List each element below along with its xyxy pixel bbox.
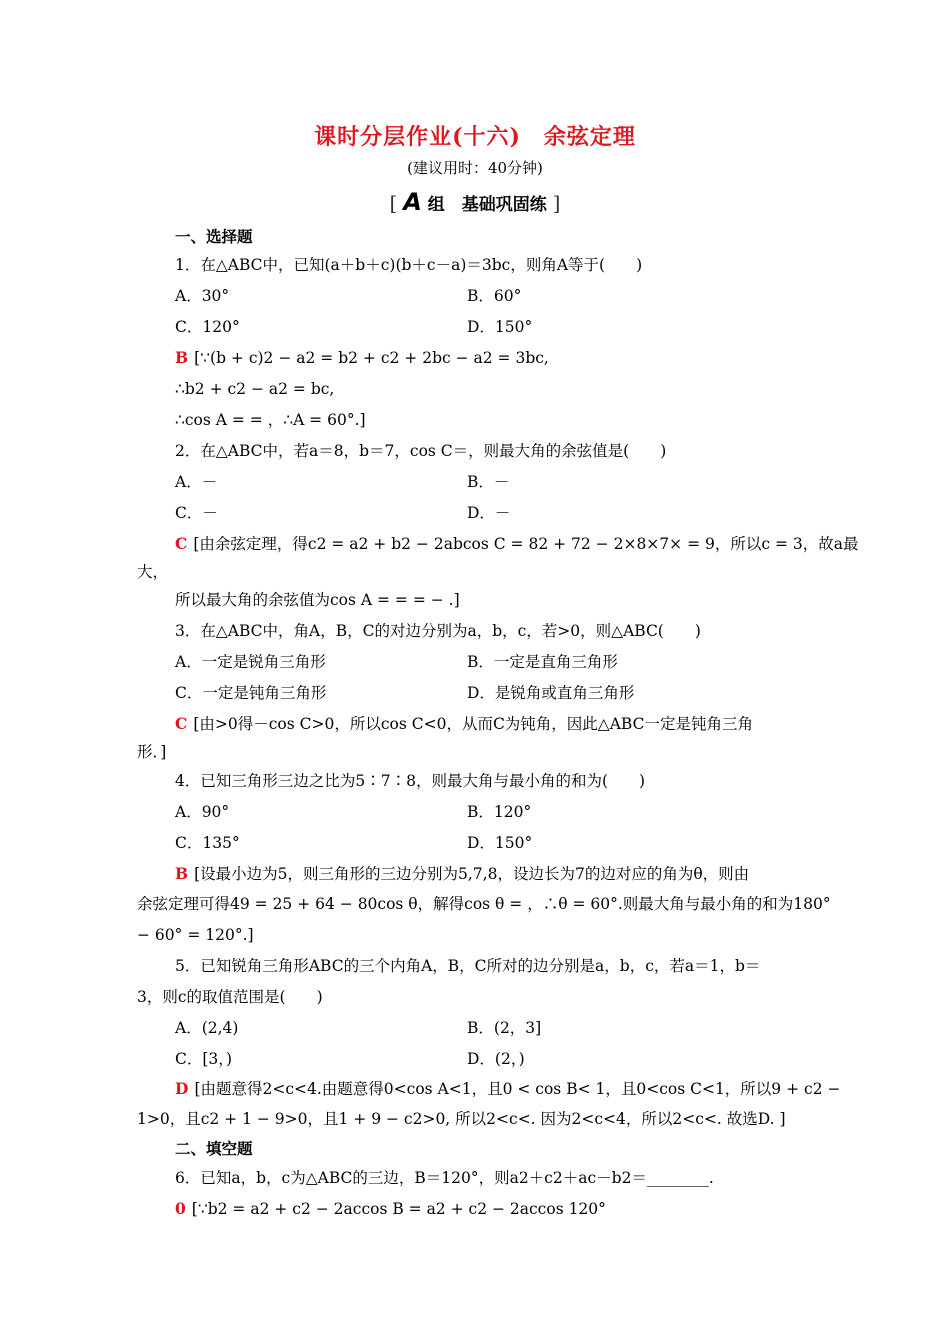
solution-line: ∴b2 + c2 − a2 = bc, <box>175 380 335 398</box>
option-b: B．60° <box>467 287 522 305</box>
solution-line <box>0 1199 950 1219</box>
solution-text: [由>0得－cos C>0，所以cos C<0，从而C为钝角，因此△ABC一定是钝角三角 <box>193 715 753 733</box>
group-open-bracket: [ <box>389 191 398 215</box>
option-b: B．－ <box>467 473 510 491</box>
option-c: C．－ <box>175 504 218 522</box>
option-row <box>0 317 950 337</box>
option-row <box>0 652 950 672</box>
option-c: C．120° <box>175 318 240 336</box>
answer-letter: B <box>175 348 189 367</box>
option-d: D．150° <box>467 834 533 852</box>
solution-line <box>0 534 950 554</box>
option-a: A．90° <box>175 803 230 821</box>
question-stem: 6．已知a，b，c为△ABC的三边，B＝120°，则a2＋c2＋ac－b2＝________. <box>175 1169 714 1187</box>
group-heading <box>0 188 950 216</box>
solution-text: [设最小边为5，则三角形的三边分别为5,7,8，设边长为7的边对应的角为θ，则由 <box>194 865 750 883</box>
solution-text: [由题意得2<c<4.由题意得0<cos A<1，且0 < cos B< 1，且0<cos C<1，所以9 + c2 − <box>194 1080 841 1098</box>
option-a: A．－ <box>175 473 218 491</box>
option-c: C．135° <box>175 834 240 852</box>
solution-line <box>0 864 950 884</box>
solution-line <box>0 1079 950 1099</box>
question-stem: 5．已知锐角三角形ABC的三个内角A，B，C所对的边分别是a，b，c，若a＝1，b＝ <box>175 957 761 975</box>
option-d: D．150° <box>467 318 533 336</box>
option-row <box>0 833 950 853</box>
solution-line: 余弦定理可得49 = 25 + 64 − 80cos θ，解得cos θ = ，∴θ = 60°.则最大角与最小角的和为180° <box>137 895 831 913</box>
solution-line <box>0 348 950 368</box>
question-stem: 3．在△ABC中，角A，B，C的对边分别为a，b，c，若>0，则△ABC( ) <box>175 622 701 640</box>
solution-line: − 60° = 120°.] <box>137 926 254 944</box>
solution-line: 大， <box>137 563 169 581</box>
question-stem: 1．在△ABC中，已知(a＋b＋c)(b＋c－a)＝3bc，则角A等于( ) <box>175 256 643 274</box>
page-title: 课时分层作业(十六) 余弦定理 <box>314 124 636 150</box>
answer-letter: C <box>175 714 188 733</box>
option-row <box>0 683 950 703</box>
group-label: 组 基础巩固练 <box>427 195 547 215</box>
question-stem: 4．已知三角形三边之比为5∶7∶8，则最大角与最小角的和为( ) <box>175 772 646 790</box>
answer-letter: 0 <box>175 1199 186 1218</box>
section-heading: 二、填空题 <box>175 1139 253 1158</box>
section-heading: 一、选择题 <box>175 227 253 246</box>
option-d: D．(2，) <box>467 1050 525 1068</box>
option-row <box>0 472 950 492</box>
option-a: A．一定是锐角三角形 <box>175 653 326 671</box>
solution-line: 1>0，且c2 + 1 − 9>0，且1 + 9 − c2>0, 所以2<c<. 因为2<c<4，所以2<c<. 故选D. ] <box>137 1110 786 1128</box>
solution-line <box>0 714 950 734</box>
answer-letter: C <box>175 534 188 553</box>
solution-text: [∵(b + c)2 − a2 = b2 + c2 + 2bc − a2 = 3bc, <box>194 349 549 367</box>
solution-line: ∴cos A = = ，∴A = 60°.] <box>175 411 366 429</box>
group-close-bracket: ] <box>552 191 561 215</box>
answer-letter: B <box>175 864 189 883</box>
solution-text: [∵b2 = a2 + c2 − 2accos B = a2 + c2 − 2accos 120° <box>191 1200 606 1218</box>
question-stem: 2．在△ABC中，若a＝8，b＝7，cos C＝，则最大角的余弦值是( ) <box>175 442 667 460</box>
option-b: B．120° <box>467 803 532 821</box>
solution-text: [由余弦定理，得c2 = a2 + b2 − 2abcos C = 82 + 72 − 2×8×7× = 9，所以c = 3，故a最 <box>193 535 859 553</box>
option-a: A．30° <box>175 287 230 305</box>
option-b: B．(2，3] <box>467 1019 542 1037</box>
group-letter: A <box>403 188 422 216</box>
solution-line: 所以最大角的余弦值为cos A = = = − .] <box>175 591 460 609</box>
suggested-time: (建议用时：40分钟) <box>407 159 543 177</box>
option-row <box>0 1018 950 1038</box>
option-c: C．一定是钝角三角形 <box>175 684 327 702</box>
option-a: A．(2,4) <box>175 1019 239 1037</box>
option-row <box>0 1049 950 1069</box>
option-d: D．是锐角或直角三角形 <box>467 684 635 702</box>
option-d: D．－ <box>467 504 511 522</box>
option-row <box>0 802 950 822</box>
option-row <box>0 503 950 523</box>
answer-letter: D <box>175 1079 189 1098</box>
question-stem: 3，则c的取值范围是( ) <box>137 988 323 1006</box>
option-c: C．[3，) <box>175 1050 233 1068</box>
option-row <box>0 286 950 306</box>
option-b: B．一定是直角三角形 <box>467 653 618 671</box>
solution-line: 形．] <box>137 743 167 761</box>
